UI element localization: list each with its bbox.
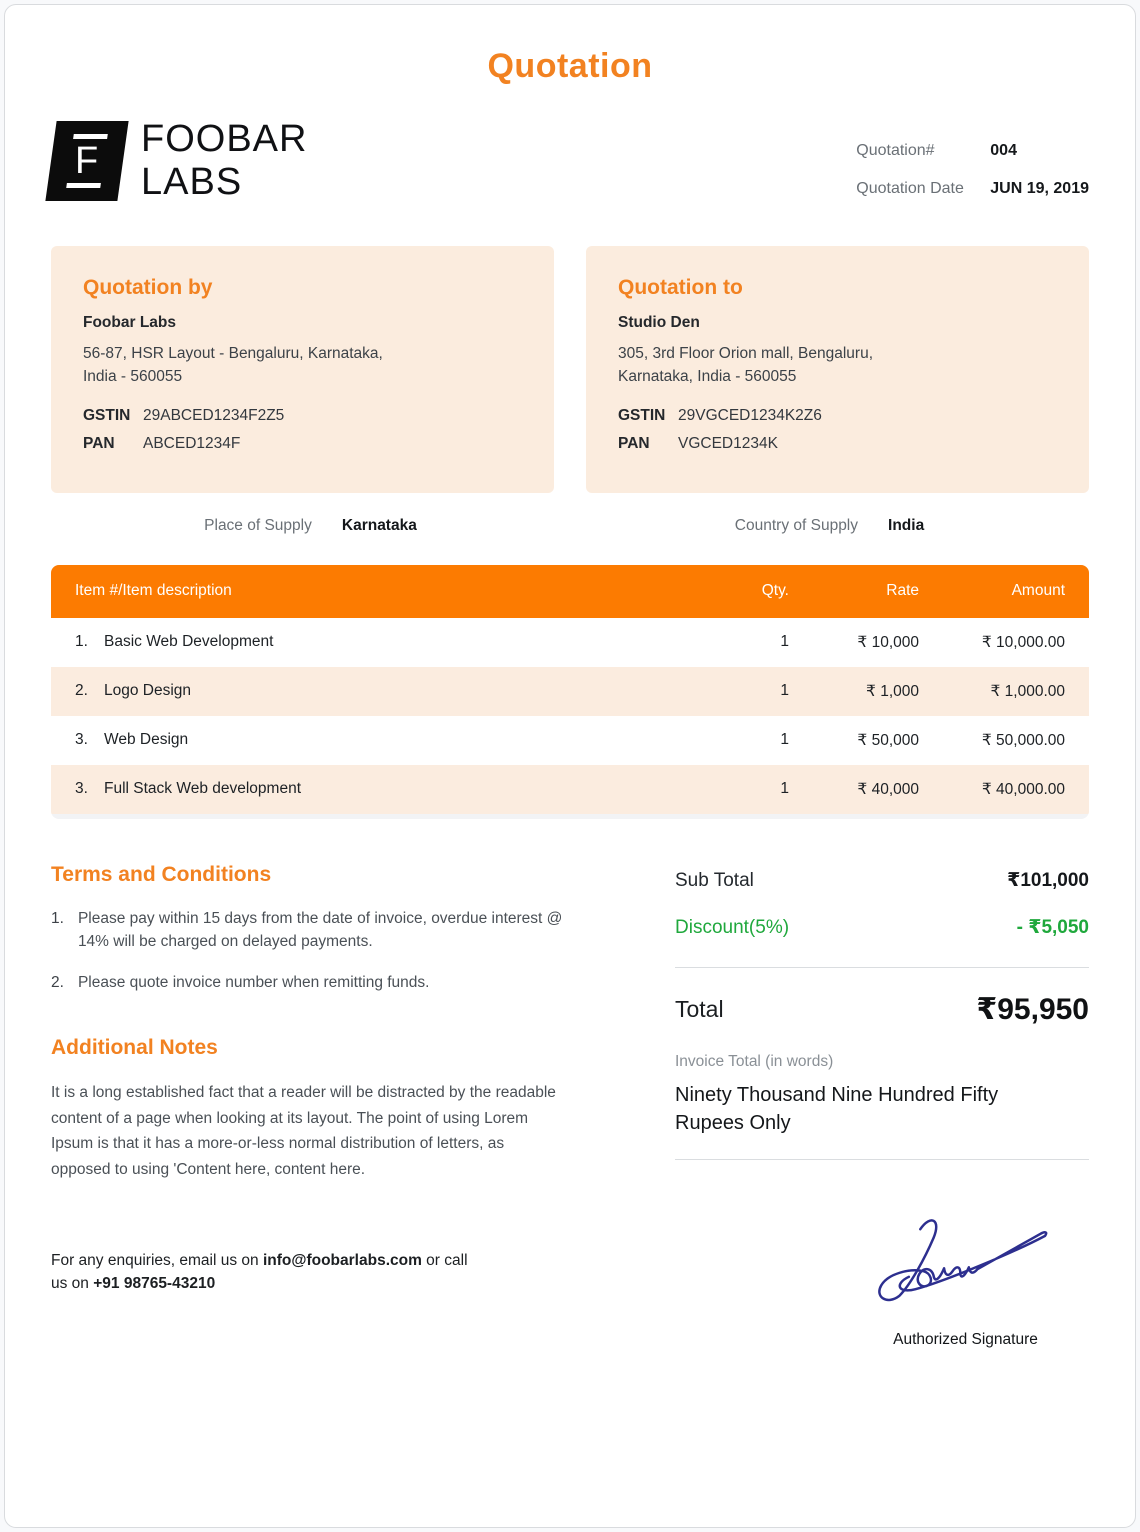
terms-item-number: 1. <box>51 909 64 927</box>
item-description: Logo Design <box>104 682 192 699</box>
buyer-gstin-row <box>618 407 1057 425</box>
buyer-gstin-label: GSTIN <box>618 406 666 424</box>
buyer-tax-ids <box>618 407 1057 453</box>
seller-gstin-value: 29ABCED1234F2Z5 <box>143 406 285 424</box>
quotation-by-box <box>51 246 554 493</box>
seller-gstin-label: GSTIN <box>83 406 131 424</box>
place-of-supply-value: Karnataka <box>341 516 417 534</box>
page-title: Quotation <box>487 47 653 85</box>
item-amount: ₹ 10,000.00 <box>981 633 1065 651</box>
total-row <box>675 992 1089 1027</box>
quotation-by-heading: Quotation by <box>83 276 213 299</box>
seller-address-line2: India - 560055 <box>83 368 183 386</box>
item-qty: 1 <box>780 633 789 650</box>
buyer-pan-label: PAN <box>618 434 650 452</box>
item-number: 3. <box>75 731 88 748</box>
totals-divider <box>675 967 1089 968</box>
logo-bottom-bar <box>66 183 101 188</box>
buyer-pan-value: VGCED1234K <box>678 434 778 452</box>
contact-prefix: For any enquiries, email us on <box>51 1251 263 1269</box>
item-number: 1. <box>75 633 88 650</box>
notes-text: It is a long established fact that a reader will be distracted by the readable content of a page when looking at its layout. The point of using Lorem Ipsum is that it has a more-or-less normal distribution of letters, as opposed to using 'Content here, content here. <box>51 1084 556 1178</box>
quotation-date-row <box>856 180 1089 198</box>
logo-top-bar <box>73 133 108 138</box>
bottom-section <box>51 863 1089 1349</box>
total-in-words-value: Ninety Thousand Nine Hundred Fifty Rupees Only <box>675 1083 999 1134</box>
buyer-gstin-value: 29VGCED1234K2Z6 <box>678 406 822 424</box>
seller-tax-ids <box>83 407 522 453</box>
document-header <box>51 118 1089 218</box>
supply-info <box>51 517 1089 535</box>
buyer-pan-row <box>618 435 1057 453</box>
seller-address-line1: 56-87, HSR Layout - Bengaluru, Karnataka, <box>83 345 383 362</box>
logo-wordmark <box>141 118 307 203</box>
item-description: Full Stack Web development <box>104 780 302 797</box>
buyer-address <box>618 342 1057 389</box>
logo-wordmark-line2: LABS <box>141 160 243 203</box>
place-of-supply <box>51 517 570 535</box>
terms-item-text: Please pay within 15 days from the date of invoice, overdue interest @ 14% will be charged on delayed payments. <box>77 909 563 950</box>
handwritten-signature-icon <box>866 1208 1066 1318</box>
totals-summary <box>671 869 1089 1160</box>
buyer-address-line2: Karnataka, India - 560055 <box>618 368 797 386</box>
item-qty: 1 <box>780 731 789 748</box>
item-rate: ₹ 10,000 <box>857 633 919 651</box>
terms-and-notes-column <box>51 863 623 1349</box>
table-row <box>51 618 1089 667</box>
item-rate: ₹ 50,000 <box>857 731 919 749</box>
country-of-supply-label: Country of Supply <box>734 516 859 534</box>
discount-row <box>675 916 1089 939</box>
terms-item-text: Please quote invoice number when remitting funds. <box>77 974 430 991</box>
total-value: ₹95,950 <box>976 992 1089 1026</box>
table-row <box>51 667 1089 716</box>
header-description: Item #/Item description <box>75 582 232 599</box>
table-row <box>51 765 1089 814</box>
subtotal-row <box>675 869 1089 892</box>
terms-heading: Terms and Conditions <box>51 862 272 886</box>
header-qty: Qty. <box>761 582 789 599</box>
quotation-document <box>4 4 1136 1528</box>
contact-middle: or call us on <box>51 1251 468 1292</box>
terms-item <box>51 971 576 994</box>
terms-item <box>51 907 576 954</box>
seller-gstin-row <box>83 407 522 425</box>
logo-wordmark-line1: FOOBAR <box>141 118 308 160</box>
quotation-number-label: Quotation# <box>856 142 935 159</box>
authorized-signature-label: Authorized Signature <box>893 1330 1038 1348</box>
item-qty: 1 <box>780 780 789 797</box>
header-rate: Rate <box>886 582 919 599</box>
total-label: Total <box>675 995 724 1022</box>
discount-value: - ₹5,050 <box>1016 916 1089 938</box>
logo-letter: F <box>75 139 99 182</box>
terms-item-number: 2. <box>51 974 64 991</box>
words-divider <box>675 1159 1089 1160</box>
logo-mark-icon <box>45 121 128 201</box>
item-number: 2. <box>75 682 88 699</box>
seller-pan-value: ABCED1234F <box>143 434 241 452</box>
quotation-to-box <box>586 246 1089 493</box>
item-description: Web Design <box>104 731 189 748</box>
item-amount: ₹ 50,000.00 <box>981 731 1065 749</box>
quotation-meta <box>856 142 1089 218</box>
seller-name: Foobar Labs <box>83 314 177 331</box>
company-logo <box>51 118 307 203</box>
subtotal-value: ₹101,000 <box>1007 869 1089 891</box>
buyer-address-line1: 305, 3rd Floor Orion mall, Bengaluru, <box>618 345 874 362</box>
item-rate: ₹ 40,000 <box>857 780 919 798</box>
party-boxes <box>51 246 1089 493</box>
buyer-name: Studio Den <box>618 314 700 331</box>
item-amount: ₹ 1,000.00 <box>990 682 1065 700</box>
quotation-date-label: Quotation Date <box>856 180 964 197</box>
item-number: 3. <box>75 780 88 797</box>
place-of-supply-label: Place of Supply <box>204 516 312 534</box>
item-description: Basic Web Development <box>104 633 274 650</box>
item-rate: ₹ 1,000 <box>866 682 919 700</box>
country-of-supply <box>570 517 1089 535</box>
table-row <box>51 716 1089 765</box>
quotation-number-row <box>856 142 1089 160</box>
items-table <box>51 565 1089 819</box>
quotation-number-value: 004 <box>990 142 1017 159</box>
notes-heading: Additional Notes <box>51 1036 218 1060</box>
items-table-header <box>51 565 1089 618</box>
quotation-date-value: JUN 19, 2019 <box>990 180 1089 197</box>
header-amount: Amount <box>1011 582 1065 599</box>
contact-info <box>51 1249 476 1296</box>
seller-pan-label: PAN <box>83 434 115 452</box>
seller-address <box>83 342 522 389</box>
contact-phone: +91 98765-43210 <box>93 1274 216 1292</box>
item-amount: ₹ 40,000.00 <box>981 780 1065 798</box>
country-of-supply-value: India <box>888 516 925 534</box>
discount-label: Discount(5%) <box>675 916 790 938</box>
quotation-to-heading: Quotation to <box>618 276 743 299</box>
subtotal-label: Sub Total <box>675 869 754 891</box>
signature-area <box>848 1208 1083 1349</box>
item-qty: 1 <box>780 682 789 699</box>
totals-column <box>671 863 1089 1349</box>
total-in-words-label: Invoice Total (in words) <box>675 1052 834 1070</box>
contact-email: info@foobarlabs.com <box>262 1251 422 1269</box>
seller-pan-row <box>83 435 522 453</box>
